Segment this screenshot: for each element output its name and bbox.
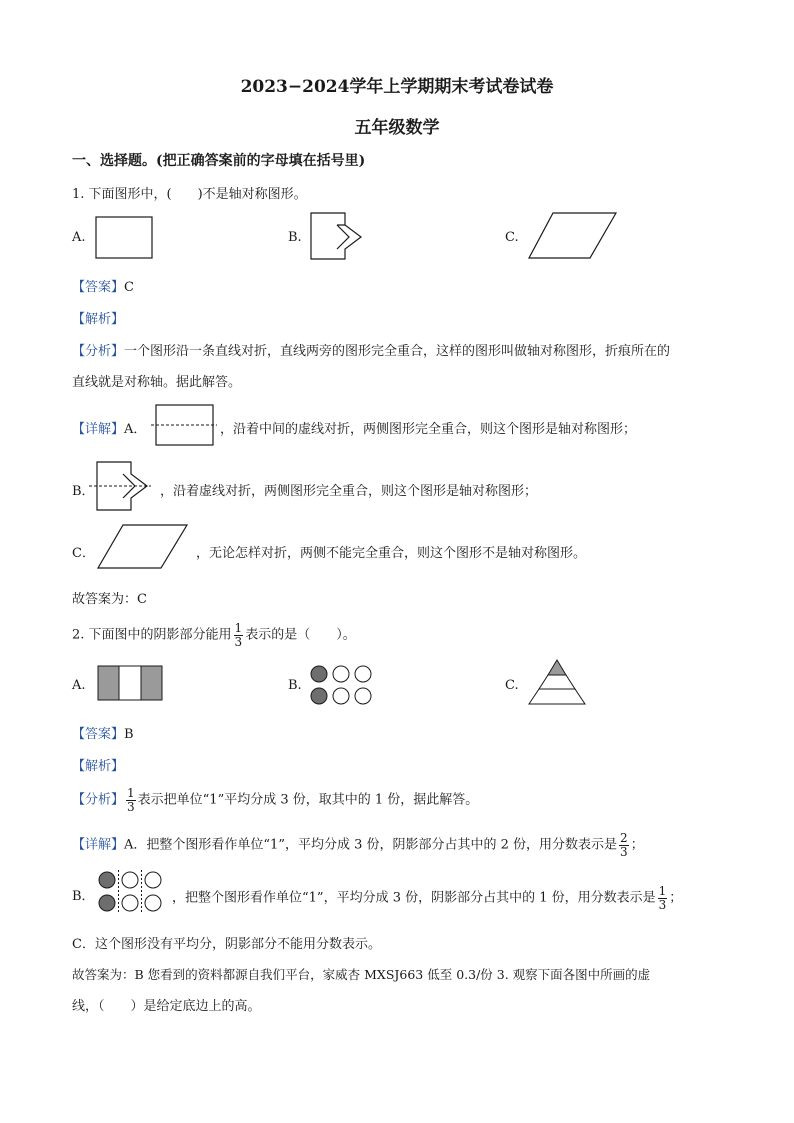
q2-final-line2: 线，（ ）是给定底边上的高。: [72, 999, 261, 1014]
q2-fenxi-tag: 【分析】: [72, 792, 125, 808]
q2-detail-a-fraction: [619, 832, 629, 858]
q2-detail-b: [172, 885, 682, 911]
q2-final-line1: 故答案为：B 您看到的资料都源自我们平台，家威杏 MXSJ663 低至 0.3/份 3. 观察下面各图中所画的虚: [72, 967, 651, 982]
q2-triangle-figure: [527, 658, 589, 708]
q1-rectangle-figure: [95, 216, 155, 260]
q1-analysis-line1: [72, 340, 670, 359]
q2-xiangjie-tag: 【详解】: [72, 837, 125, 853]
q1-detail-a-text: ，沿着中间的虚线对折，两侧图形完全重合，则这个图形是轴对称图形；: [220, 422, 637, 437]
fraction-denominator: 3: [127, 799, 135, 814]
q2-fenxi-text: 表示把单位“1”平均分成 3 份，取其中的 1 份，据此解答。: [137, 792, 479, 808]
q1-xiangjie-tag: 【详解】: [72, 422, 125, 437]
q2-circles-figure: [309, 664, 377, 708]
q1-detail-c-prefix: C．: [72, 546, 95, 561]
q1-detail-c-parallelogram: [96, 523, 190, 571]
q1-parallelogram-figure: [527, 211, 619, 261]
q1-answer: [72, 276, 134, 295]
q1-option-b-label: B.: [288, 230, 302, 245]
q1-option-a-label: A.: [72, 230, 86, 245]
q1-fenxi-text1: 一个图形沿一条直线对折，直线两旁的图形完全重合，这样的图形叫做轴对称图形，折痕所在的: [124, 344, 671, 359]
page-subtitle: 五年级数学: [354, 118, 440, 138]
q2-question-fraction: [234, 622, 244, 648]
q1-detail-a-letter: A．: [124, 422, 147, 437]
q1-fenxi-tag: 【分析】: [72, 344, 125, 359]
q2-answer: [72, 723, 134, 742]
q2-detail-a: [72, 832, 644, 858]
fraction-denominator: 3: [658, 897, 667, 912]
q1-detail-a-rectangle: [155, 404, 217, 448]
q2-question-pre: 2. 下面图中的阴影部分能用: [72, 627, 232, 643]
q2-detail-a-text: A．把整个图形看作单位“1”，平均分成 3 份，阴影部分占其中的 2 份，用分数表示是: [124, 837, 618, 853]
q1-detail-b-prefix: B．: [72, 484, 95, 499]
q1-answer-value: C: [124, 280, 134, 295]
fraction-numerator: 2: [620, 831, 628, 845]
q1-detail-c-text: ，无论怎样对折，两侧不能完全重合，则这个图形不是轴对称图形。: [196, 546, 587, 561]
fraction-numerator: 1: [234, 621, 243, 635]
q1-final-answer: 故答案为：C: [72, 592, 147, 607]
fraction-numerator: 1: [658, 884, 667, 898]
section-heading: 一、选择题。(把正确答案前的字母填在括号里): [72, 153, 366, 169]
q1-jiexi-tag: 【解析】: [72, 312, 125, 327]
q1-analysis-line2: 直线就是对称轴。据此解答。: [72, 375, 242, 390]
q2-detail-b-fraction: [658, 885, 668, 911]
q2-detail-b-end: ；: [669, 890, 683, 906]
q1-detail-a-prefix: [72, 418, 146, 437]
page-title: 2023−2024学年上学期期末考试卷试卷: [240, 77, 554, 97]
q2-detail-b-text: ，把整个图形看作单位“1”，平均分成 3 份，阴影部分占其中的 1 份，用分数表示是: [172, 890, 656, 906]
q2-fenxi-fraction: [126, 787, 136, 813]
q2-detail-b-prefix: B．: [72, 889, 95, 904]
q1-detail-b-arrow: [95, 460, 157, 514]
q1-arrow-figure: [309, 211, 369, 263]
q2-jiexi-tag: 【解析】: [72, 759, 125, 774]
q2-striped-rectangle: [97, 665, 165, 703]
q1-option-c-label: C.: [505, 230, 519, 245]
q2-option-c-label: C.: [505, 678, 519, 693]
q2-option-b-label: B.: [288, 678, 302, 693]
q2-detail-c: C．这个图形没有平均分，阴影部分不能用分数表示。: [72, 937, 381, 952]
q2-detail-b-circles: [97, 870, 167, 916]
fraction-denominator: 3: [234, 634, 243, 649]
q2-analysis: [72, 787, 478, 813]
q2-answer-value: B: [124, 727, 134, 742]
q1-detail-b-text: ，沿着虚线对折，两侧图形完全重合，则这个图形是轴对称图形；: [160, 484, 538, 499]
q2-answer-tag: 【答案】: [72, 727, 125, 742]
fraction-denominator: 3: [620, 844, 628, 859]
q2-option-a-label: A.: [72, 678, 86, 693]
q1-answer-tag: 【答案】: [72, 280, 125, 295]
q2-question: [72, 622, 356, 648]
q2-question-post: 表示的是（ ）。: [245, 627, 356, 643]
q2-detail-a-end: ；: [630, 837, 644, 853]
fraction-numerator: 1: [127, 786, 135, 800]
q1-question: 1. 下面图形中，( )不是轴对称图形。: [72, 187, 307, 202]
